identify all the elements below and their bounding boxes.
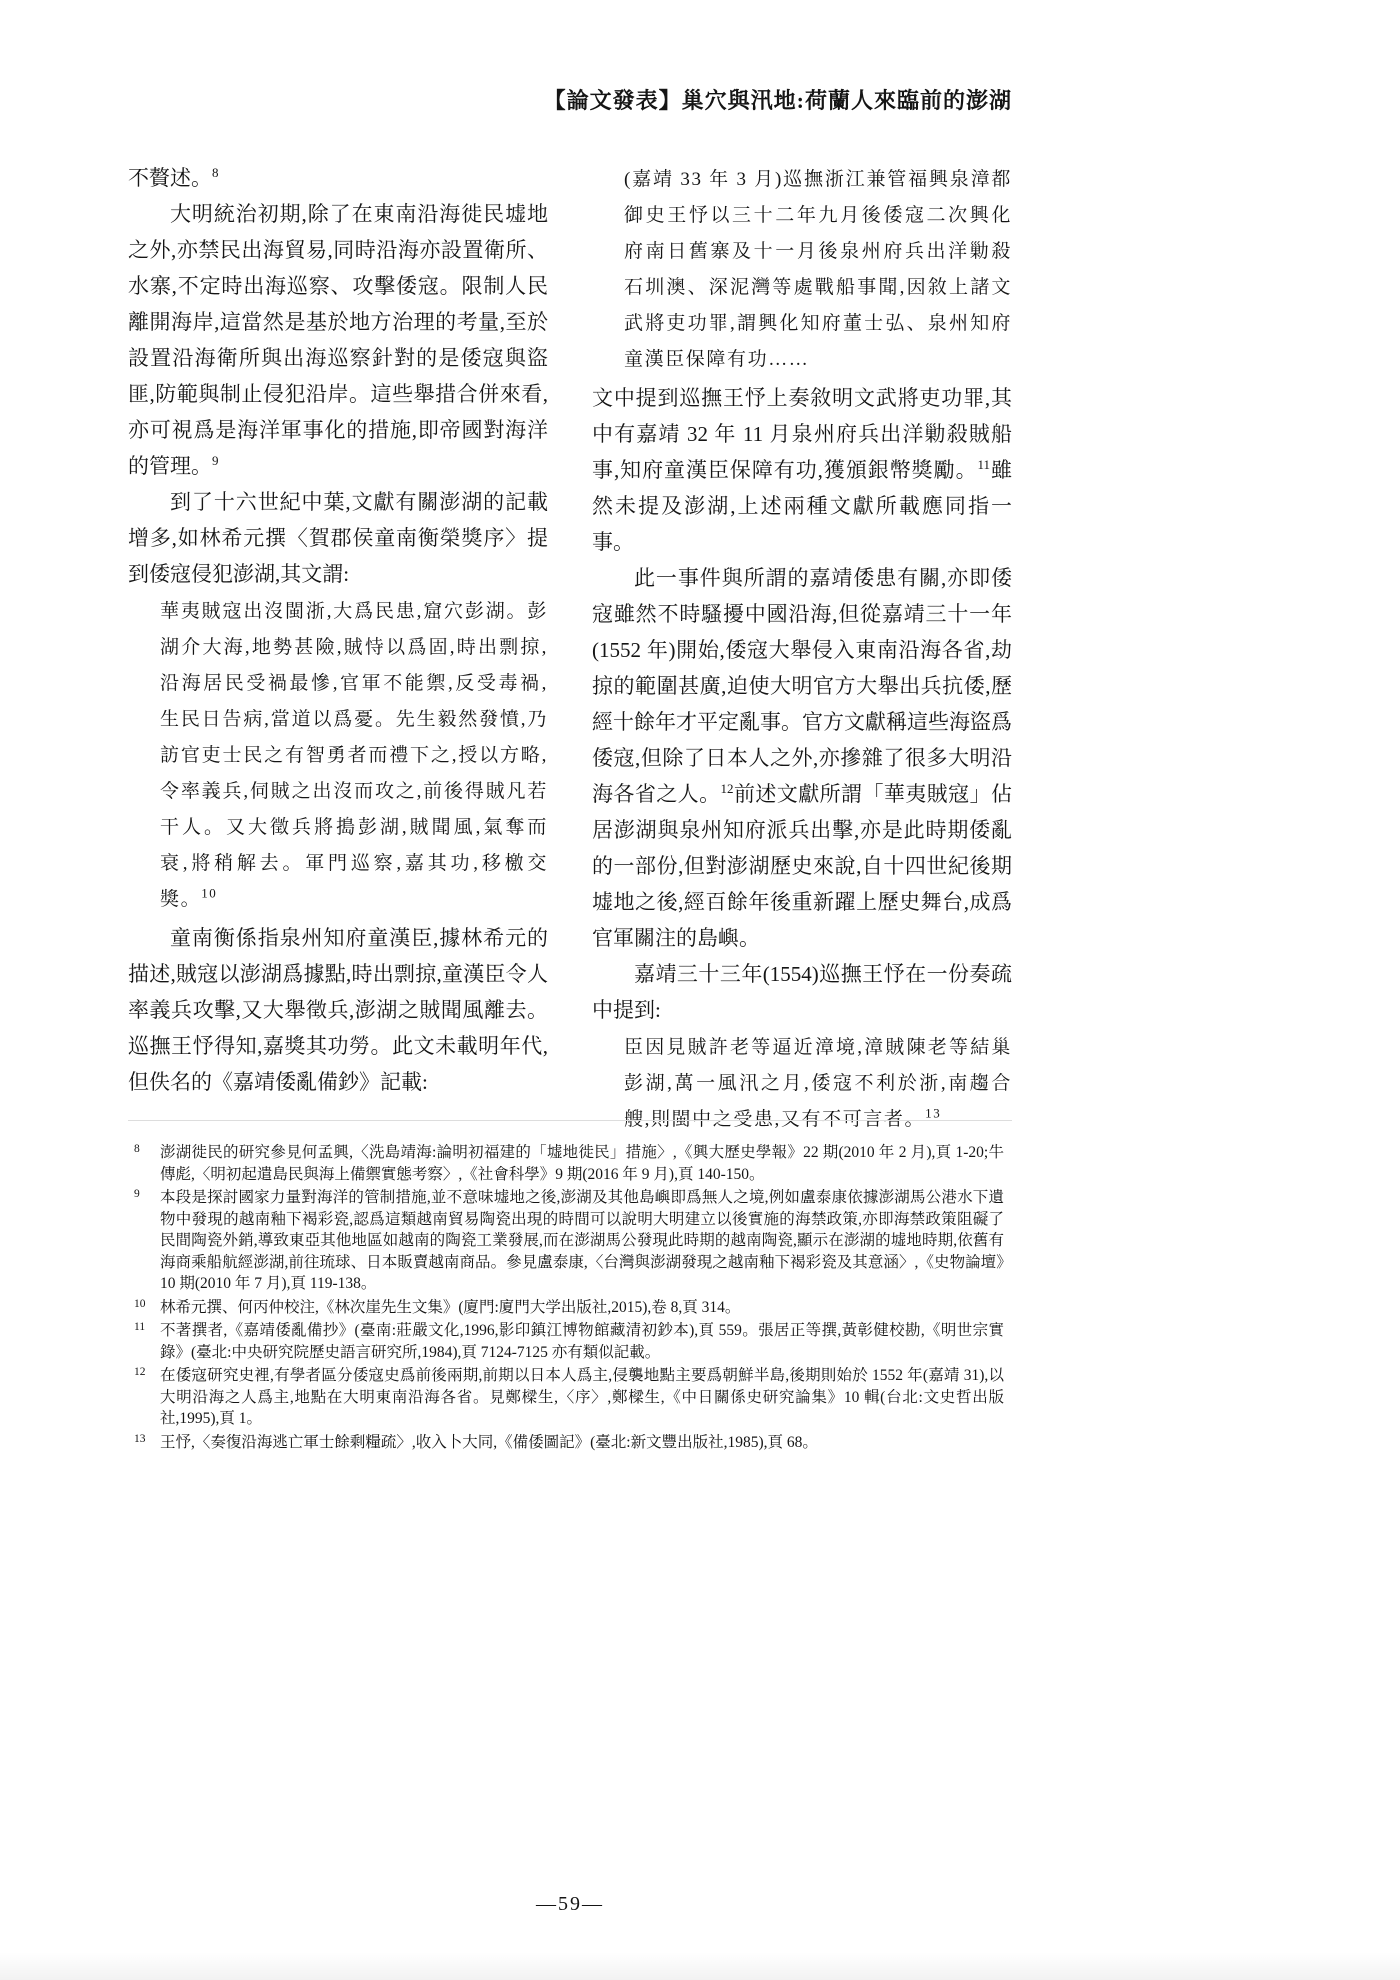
footnote-ref-12: 12 — [720, 781, 734, 796]
body-text: 文中提到巡撫王忬上奏敘明文武將吏功罪,其中有嘉靖 32 年 11 月泉州府兵出洋勦殺賊船事,知府童漢臣保障有功,獲頒銀幣獎勵。 — [592, 386, 1012, 482]
paragraph — [128, 920, 548, 1100]
footnote-item — [128, 1297, 1004, 1319]
footnote-number: 12 — [134, 1366, 146, 1378]
footnote-ref-9: 9 — [212, 453, 219, 468]
block-quote — [624, 1030, 1012, 1138]
footnote-number: 9 — [134, 1188, 140, 1200]
body-text: 大明統治初期,除了在東南沿海徙民墟地之外,亦禁民出海貿易,同時沿海亦設置衛所、水寨,不定時出海巡察、攻擊倭寇。限制人民離開海岸,這當然是基於地方治理的考量,至於設置沿海衛所與出海巡察針對的是倭寇與盜匪,防範與制止侵犯沿岸。這些舉措合併來看,亦可視爲是海洋軍事化的措施,即帝國對海洋的管理。 — [128, 202, 548, 478]
block-quote — [160, 594, 548, 918]
footnote-ref-11: 11 — [977, 457, 991, 472]
body-text: 嘉靖三十三年(1554)巡撫王忬在一份奏疏中提到: — [592, 962, 1012, 1022]
footnote-ref-13: 13 — [925, 1105, 942, 1121]
footnote-number: 11 — [134, 1321, 146, 1333]
body-text: 前述文獻所謂「華夷賊寇」佔居澎湖與泉州知府派兵出擊,亦是此時期倭亂的一部份,但對澎湖歷史來說,自十四世紀後期墟地之後,經百餘年後重新躍上歷史舞台,成爲官軍關注的島嶼。 — [592, 782, 1013, 950]
right-column — [592, 160, 1012, 1140]
footnote-text: 本段是探討國家力量對海洋的管制措施,並不意味墟地之後,澎湖及其他島嶼即爲無人之境,例如盧泰康依據澎湖馬公港水下遺物中發現的越南釉下褐彩瓷,認爲這類越南貿易陶瓷出現的時間可以說明大明建立以後實施的海禁政策,亦即海禁政策阻礙了民間陶瓷外銷,導致東亞其他地區如越南的陶瓷工業發展,而在澎湖馬公發現此時期的越南陶瓷,顯示在澎湖的墟地時期,依舊有海商乘船航經澎湖,前往琉球、日本販賣越南商品。參見盧泰康,〈台灣與澎湖發現之越南釉下褐彩瓷及其意涵〉,《史物論壇》10 期(2010 年 7 月),頁 119-138。 — [160, 1189, 1004, 1292]
footnote-item — [128, 1187, 1004, 1295]
footnote-item — [128, 1432, 1004, 1454]
footnote-text: 澎湖徙民的研究參見何孟興,〈洗島靖海:論明初福建的「墟地徙民」措施〉,《興大歷史學報》22 期(2010 年 2 月),頁 1-20;牛傳彪,〈明初起遣島民與海上備禦實態考察〉,《社會科學》9 期(2016 年 9 月),頁 140-150。 — [160, 1144, 1004, 1183]
left-column — [128, 160, 548, 1100]
footnote-item — [128, 1142, 1004, 1185]
footnote-number: 10 — [134, 1297, 146, 1310]
footnote-text: 林希元撰、何丙仲校注,《林次崖先生文集》(廈門:廈門大学出版社,2015),卷 8,頁 314。 — [160, 1298, 741, 1316]
footnote-ref-8: 8 — [212, 165, 219, 180]
footnote-number: 13 — [134, 1432, 146, 1445]
body-text: 童南衡係指泉州知府童漢臣,據林希元的描述,賊寇以澎湖爲據點,時出剽掠,童漢臣令人率義兵攻擊,又大舉徵兵,澎湖之賊聞風離去。巡撫王忬得知,嘉獎其功勞。此文未載明年代,但佚名的《嘉靖倭亂備鈔》記載: — [128, 926, 548, 1094]
footnote-text: 在倭寇研究史裡,有學者區分倭寇史爲前後兩期,前期以日本人爲主,侵襲地點主要爲朝鮮半島,後期則始於 1552 年(嘉靖 31),以大明沿海之人爲主,地點在大明東南沿海各省。見鄭樑生,〈序〉,鄭樑生,《中日關係史研究論集》10 輯(台北:文史哲出版社,1995),頁 1。 — [160, 1367, 1004, 1427]
paragraph — [128, 196, 548, 484]
block-quote — [624, 162, 1012, 378]
body-text: 不贅述。 — [128, 166, 212, 190]
quote-text: 臣因見賊許老等逼近漳境,漳賊陳老等結巢彭湖,萬一風汛之月,倭寇不利於浙,南趨合艘,則閩中之受患,又有不可言者。 — [624, 1037, 1012, 1130]
paragraph — [592, 380, 1012, 560]
paragraph-continuation — [128, 160, 548, 196]
footnote-list — [128, 1142, 1004, 1455]
footnote-text: 王忬,〈奏復沿海逃亡軍士餘剩糧疏〉,收入卜大同,《備倭圖記》(臺北:新文豐出版社,1985),頁 68。 — [160, 1433, 818, 1451]
body-text: 此一事件與所謂的嘉靖倭患有關,亦即倭寇雖然不時騷擾中國沿海,但從嘉靖三十一年(1552 年)開始,倭寇大舉侵入東南沿海各省,劫掠的範圍甚廣,迫使大明官方大舉出兵抗倭,歷經十餘年才平定亂事。官方文獻稱這些海盜爲倭寇,但除了日本人之外,亦摻雜了很多大明沿海各省之人。 — [592, 566, 1012, 806]
footnote-item — [128, 1320, 1004, 1363]
paragraph — [592, 956, 1012, 1028]
running-header: 【論文發表】巢穴與汛地:荷蘭人來臨前的澎湖 — [543, 88, 1012, 113]
paragraph — [592, 560, 1012, 956]
footnote-number: 8 — [134, 1143, 140, 1155]
page-number: —59— — [536, 1893, 604, 1915]
scan-shadow — [0, 1952, 1400, 1980]
quote-text: (嘉靖 33 年 3 月)巡撫浙江兼管福興泉漳都御史王忬以三十二年九月後倭寇二次興化府南日舊寨及十一月後泉州府兵出洋勦殺石圳澳、深泥灣等處戰船事聞,因敘上諸文武將吏功罪,謂興化知府董士弘、泉州知府童漢臣保障有功…… — [624, 169, 1012, 370]
paragraph — [128, 484, 548, 592]
footnote-text: 不著撰者,《嘉靖倭亂備抄》(臺南:莊嚴文化,1996,影印鎮江博物館藏清初鈔本),頁 559。張居正等撰,黃彰健校勘,《明世宗實錄》(臺北:中央研究院歷史語言研究所,1984),頁 7124-7125 亦有類似記載。 — [160, 1322, 1004, 1361]
quote-text: 華夷賊寇出沒閩浙,大爲民患,窟穴彭湖。彭湖介大海,地勢甚險,賊恃以爲固,時出剽掠,沿海居民受禍最慘,官軍不能禦,反受毒禍,生民日告病,當道以爲憂。先生毅然發憤,乃訪官吏士民之有智勇者而禮下之,授以方略,令率義兵,伺賊之出沒而攻之,前後得賊凡若干人。又大徵兵將搗彭湖,賊聞風,氣奪而衰,將稍解去。軍門巡察,嘉其功,移檄交獎。 — [160, 601, 548, 910]
body-text: 雖然未提及澎湖,上述兩種文獻所載應同指一事。 — [592, 458, 1013, 554]
footnote-item — [128, 1365, 1004, 1430]
footnote-separator — [128, 1120, 1012, 1121]
body-text: 到了十六世紀中葉,文獻有關澎湖的記載增多,如林希元撰〈賀郡侯童南衡榮獎序〉提到倭寇侵犯澎湖,其文謂: — [128, 490, 548, 586]
footnote-ref-10: 10 — [201, 885, 218, 901]
